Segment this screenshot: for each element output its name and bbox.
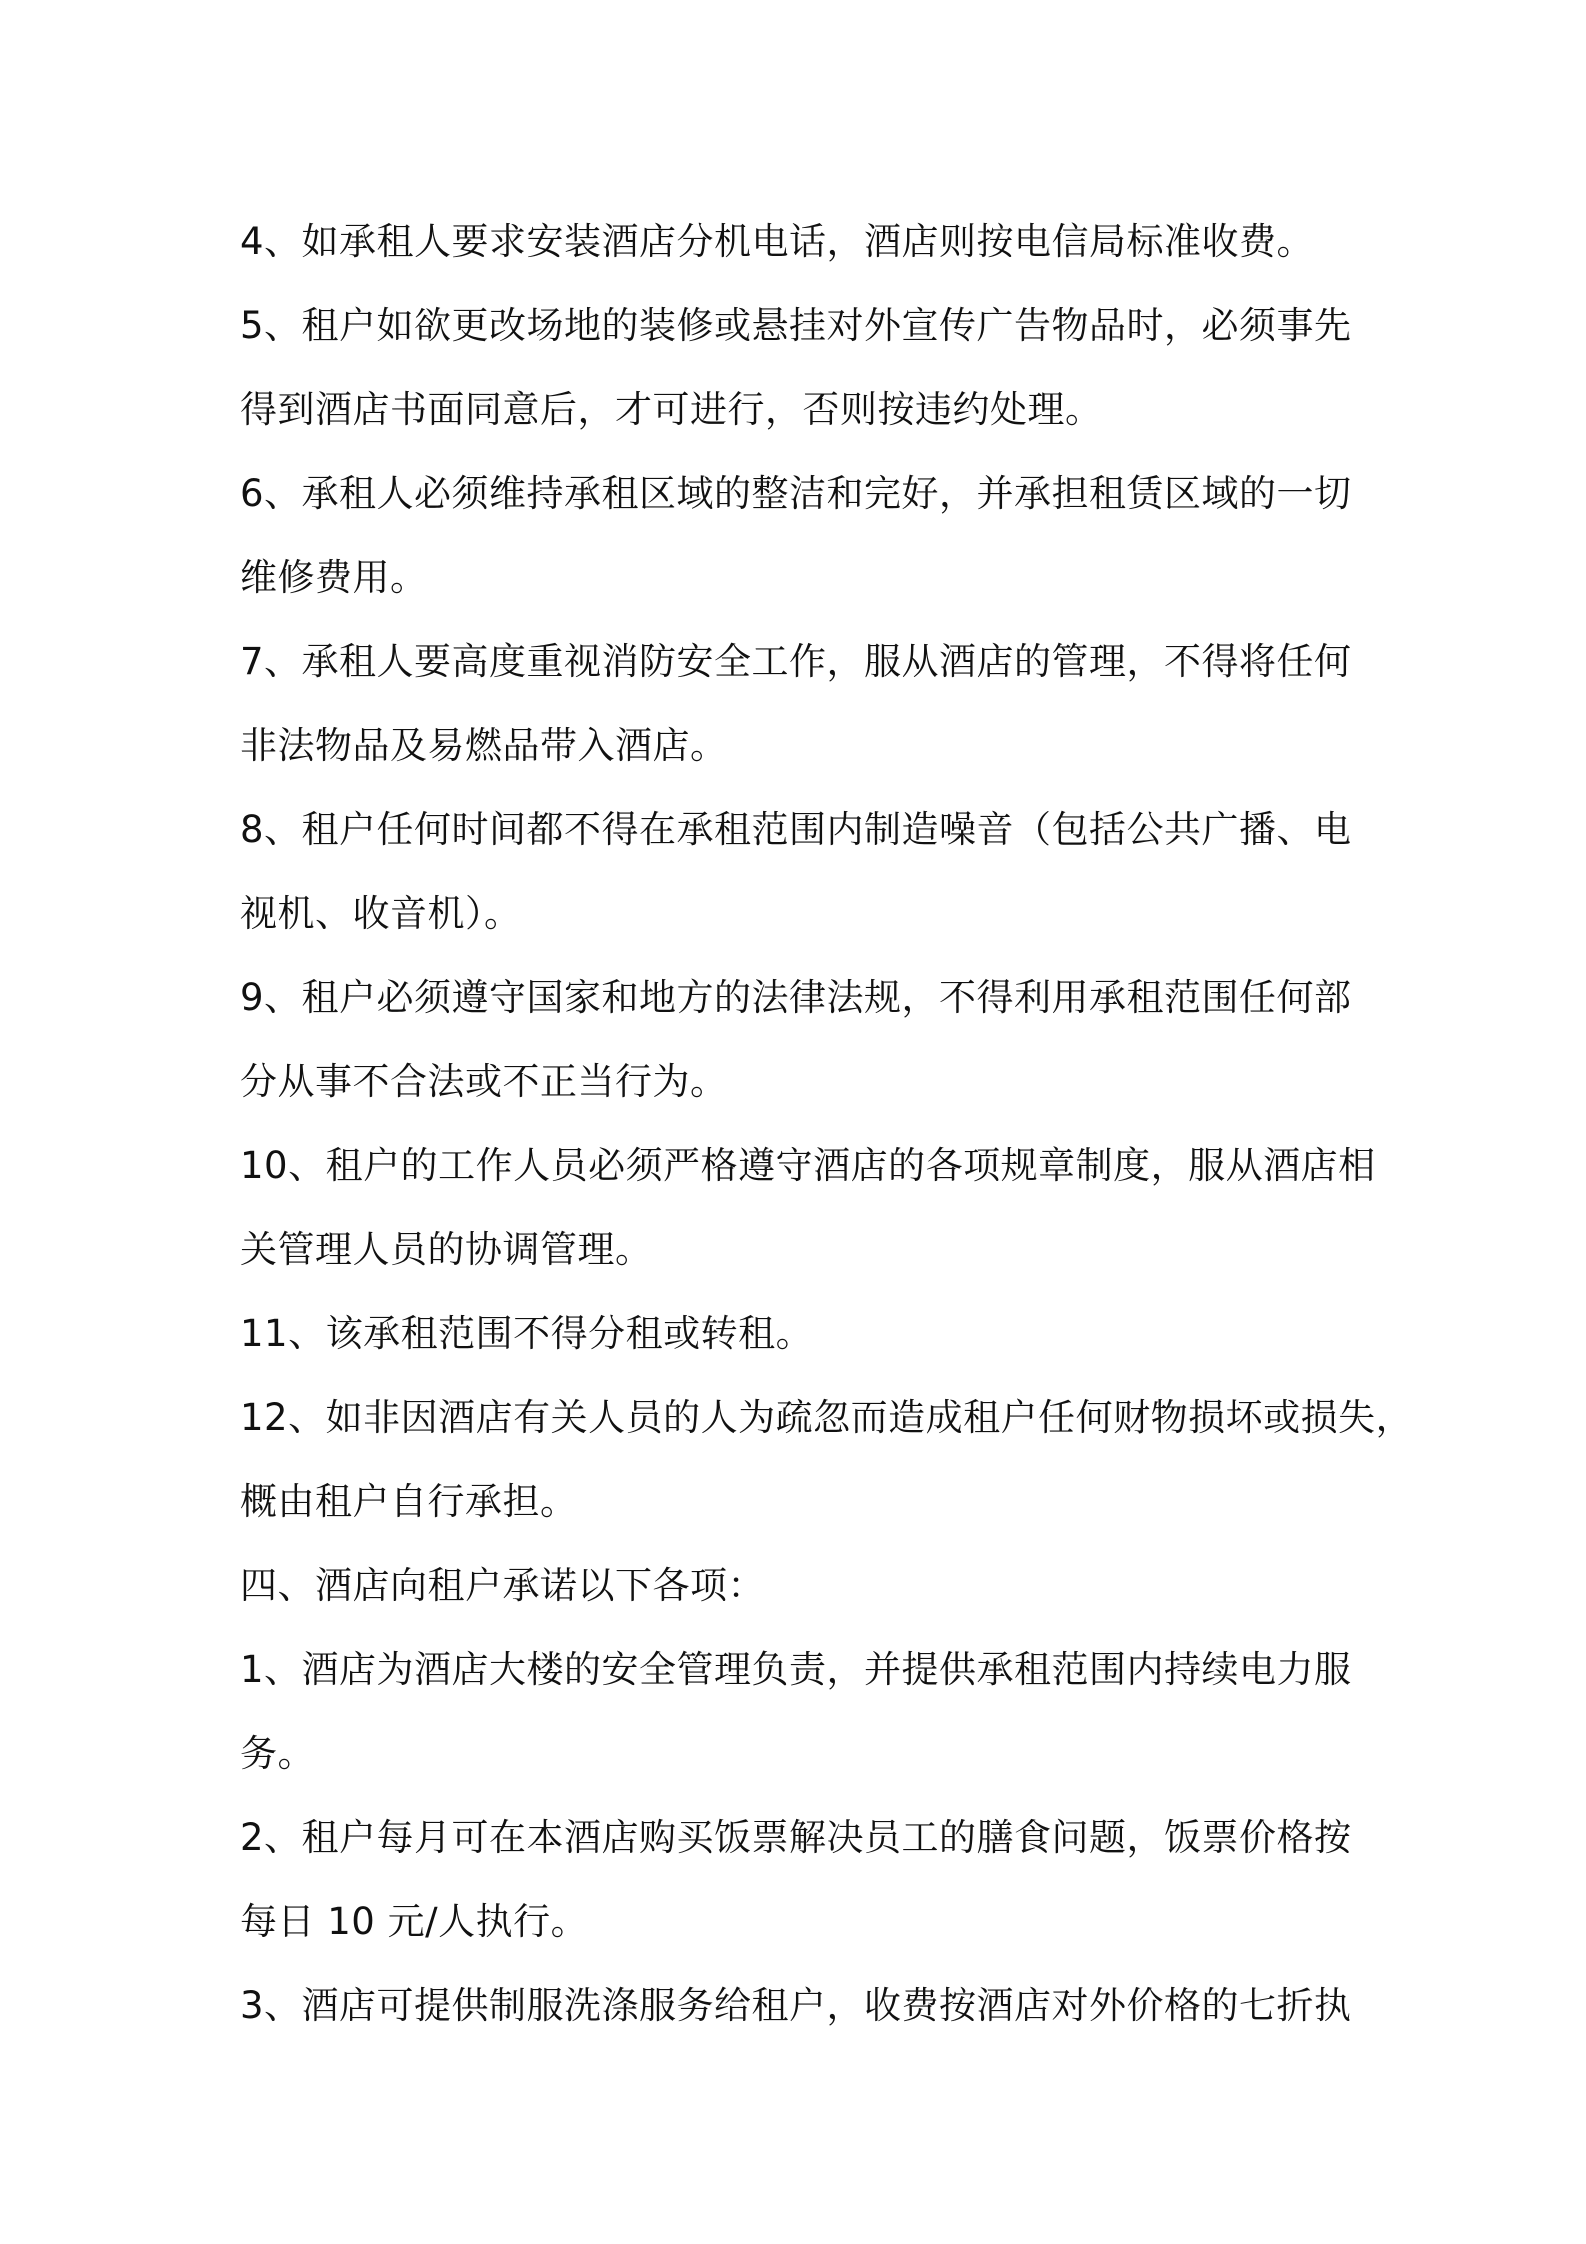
text-line: 4、如承租人要求安装酒店分机电话，酒店则按电信局标准收费。 [240, 220, 1315, 263]
text-line: 维修费用。 [240, 556, 428, 599]
text-line: 12、如非因酒店有关人员的人为疏忽而造成租户任何财物损坏或损失， [240, 1396, 1414, 1439]
text-line: 6、承租人必须维持承租区域的整洁和完好，并承担租赁区域的一切 [240, 472, 1352, 515]
text-line: 5、租户如欲更改场地的装修或悬挂对外宣传广告物品时，必须事先 [240, 304, 1352, 347]
text-line: 非法物品及易燃品带入酒店。 [240, 724, 728, 767]
document-body [240, 200, 1414, 2048]
text-line: 1、酒店为酒店大楼的安全管理负责，并提供承租范围内持续电力服 [240, 1648, 1352, 1691]
section-heading: 四、酒店向租户承诺以下各项： [240, 1564, 765, 1607]
text-line: 关管理人员的协调管理。 [240, 1228, 653, 1271]
text-line: 10、租户的工作人员必须严格遵守酒店的各项规章制度，服从酒店相 [240, 1144, 1376, 1187]
text-line: 7、承租人要高度重视消防安全工作，服从酒店的管理，不得将任何 [240, 640, 1352, 683]
text-line: 2、租户每月可在本酒店购买饭票解决员工的膳食问题，饭票价格按 [240, 1816, 1352, 1859]
text-line: 得到酒店书面同意后，才可进行，否则按违约处理。 [240, 388, 1103, 431]
text-line: 务。 [240, 1732, 315, 1775]
text-line: 3、酒店可提供制服洗涤服务给租户，收费按酒店对外价格的七折执 [240, 1984, 1352, 2027]
text-line: 视机、收音机）。 [240, 892, 522, 935]
text-line: 11、该承租范围不得分租或转租。 [240, 1312, 814, 1355]
text-line: 概由租户自行承担。 [240, 1480, 578, 1523]
text-line: 9、租户必须遵守国家和地方的法律法规，不得利用承租范围任何部 [240, 976, 1352, 1019]
text-line: 分从事不合法或不正当行为。 [240, 1060, 728, 1103]
text-line: 每日 10 元/人执行。 [240, 1900, 589, 1943]
text-line: 8、租户任何时间都不得在承租范围内制造噪音（包括公共广播、电 [240, 808, 1352, 851]
